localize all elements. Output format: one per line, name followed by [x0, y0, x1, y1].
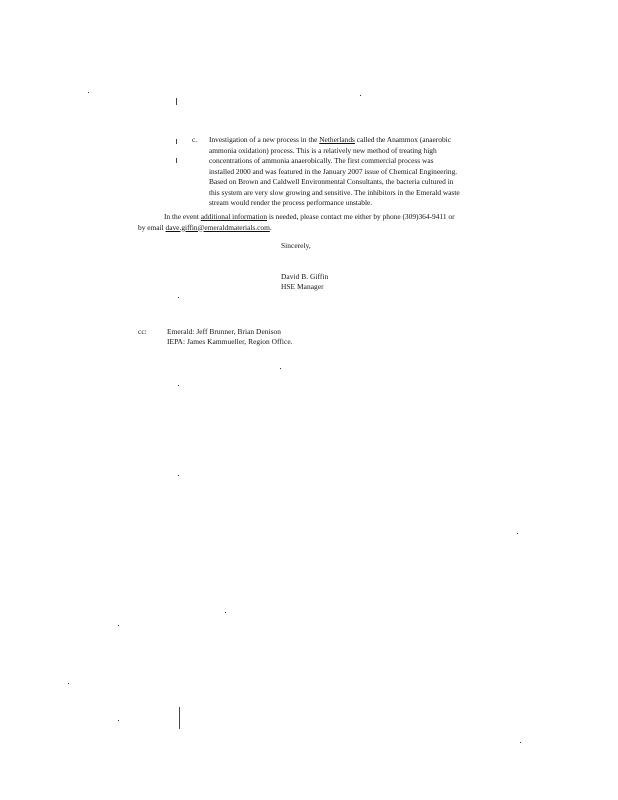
margin-mark — [176, 158, 177, 163]
scan-speck — [225, 612, 226, 613]
scan-speck — [178, 297, 179, 298]
signer-name: David B. Giffin — [281, 272, 329, 281]
item-line: Based on Brown and Caldwell Environmental Consultants, the bacteria cultured in — [209, 177, 454, 186]
item-line: concentrations of ammonia anaerobically. The first commercial process was — [209, 156, 434, 165]
item-paragraph — [209, 135, 499, 209]
closing-line: In the event additional information is needed, please contact me either by phone (309)364-9411 or — [164, 212, 455, 221]
scan-speck — [520, 742, 521, 743]
scan-speck — [118, 625, 119, 626]
item-line: stream would render the process performance unstable. — [209, 198, 373, 207]
closing-paragraph — [138, 212, 455, 233]
margin-mark — [176, 139, 177, 144]
cc-line: Emerald: Jeff Brunner, Brian Denison — [167, 327, 282, 336]
item-line: this system are very slow growing and sensitive. The inhibitors in the Emerald waste — [209, 187, 460, 197]
underlined-phrase: additional information — [200, 212, 268, 221]
scan-speck — [280, 368, 281, 369]
scan-speck — [178, 385, 179, 386]
scan-speck — [68, 683, 69, 684]
item-line: installed 2000 and was featured in the January 2007 issue of Chemical Engineering. — [209, 166, 458, 176]
underlined-word: Netherlands — [319, 135, 355, 144]
scan-speck — [517, 533, 518, 534]
margin-mark — [176, 98, 177, 105]
margin-mark — [179, 707, 180, 729]
closing-line: by email dave.giffin@emeraldmaterials.com. — [138, 222, 272, 232]
item-line: Investigation of a new process in the Netherlands called the Anammox (anaerobic — [209, 135, 451, 144]
cc-line: IEPA: James Kammueller, Region Office. — [167, 337, 293, 346]
scan-speck — [178, 475, 179, 476]
scan-speck — [118, 720, 119, 721]
email-link[interactable]: dave.giffin@emeraldmaterials.com — [165, 222, 270, 232]
item-line: ammonia oxidation) process. This is a relatively new method of treating high — [209, 145, 437, 155]
cc-label: cc: — [138, 327, 147, 336]
salutation: Sincerely, — [281, 241, 311, 250]
scan-speck — [360, 95, 361, 96]
item-label: c. — [192, 135, 198, 144]
scan-speck — [88, 92, 89, 93]
signer-title: HSE Manager — [281, 282, 324, 291]
